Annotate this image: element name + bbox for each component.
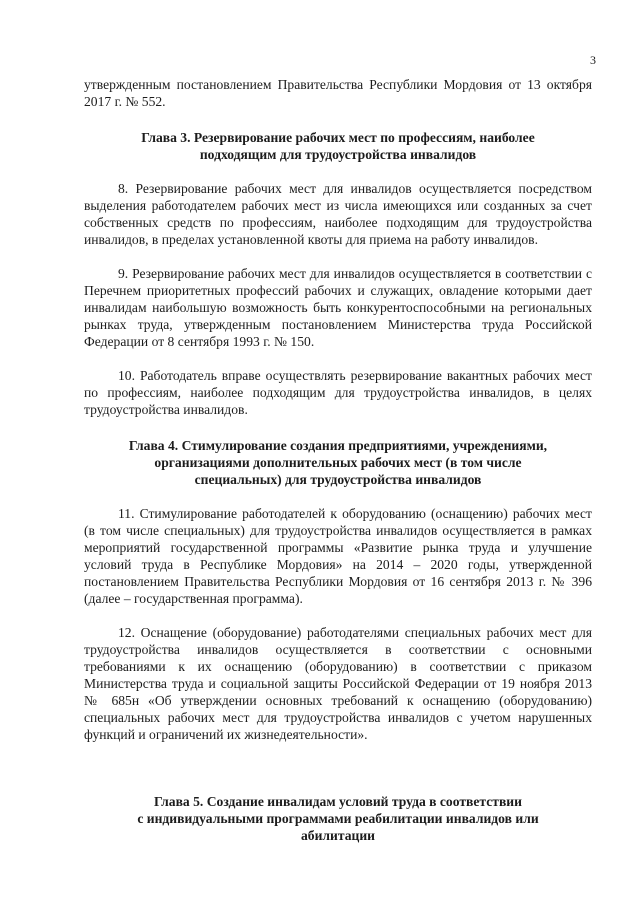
paragraph: 12. Оснащение (оборудование) работодателями специальных рабочих мест для трудоустройства инвалидов осуществляется в соответствии с основными требованиями к их оснащению (оборудованию) в соответствии с приказом Министерства труда и социальной защиты Российской Федерации от 19 ноября 2013 № 685н «Об утверждении основных требований к оснащению (оборудованию) специальных рабочих мест для трудоустройства инвалидов с учетом нарушенных функций и ограничений их жизнедеятельности».	[84, 625, 592, 742]
paragraph: 8. Резервирование рабочих мест для инвалидов осуществляется посредством выделения работодателем рабочих мест из числа имеющихся или созданных за счет собственных средств по профессиям, наиболее подходящим для трудоустройства инвалидов, в пределах установленной квоты для приема на работу инвалидов.	[84, 181, 592, 247]
chapter-5-heading	[84, 793, 592, 844]
page-number: 3	[590, 53, 596, 67]
paragraph: 11. Стимулирование работодателей к оборудованию (оснащению) рабочих мест (в том числе специальных) для трудоустройства инвалидов осуществляется в рамках мероприятий государственной программы «Развитие рынка труда и улучшение условий труда в Республике Мордовия» на 2014 – 2020 годы, утвержденной постановлением Правительства Республики Мордовия от 16 сентября 2013 г. № 396 (далее – государственная программа).	[84, 506, 592, 606]
chapter-3-paragraph-10	[84, 367, 592, 418]
heading-line: Глава 4. Стимулирование создания предприятиями, учреждениями,	[128, 438, 548, 453]
chapter-4-heading	[84, 437, 592, 488]
chapter-heading	[84, 437, 592, 488]
paragraph: 10. Работодатель вправе осуществлять резервирование вакантных рабочих мест по профессиям, наиболее подходящим для трудоустройства инвалидов, в целях трудоустройства инвалидов.	[84, 368, 592, 417]
chapter-3-paragraph-9	[84, 265, 592, 350]
chapter-4-paragraph-12	[84, 624, 592, 743]
paragraph: 9. Резервирование рабочих мест для инвалидов осуществляется в соответствии с Перечнем приоритетных профессий рабочих и служащих, овладение которыми дает инвалидам наибольшую возможность быть конкурентоспособными на региональных рынках труда, утвержденным постановлением Министерства труда Российской Федерации от 8 сентября 1993 г. № 150.	[84, 266, 592, 349]
intro-block	[84, 76, 592, 110]
chapter-heading	[84, 793, 592, 844]
chapter-4-paragraph-11	[84, 505, 592, 607]
intro-paragraph: утвержденным постановлением Правительства Республики Мордовия от 13 октября 2017 г. № 552.	[84, 77, 592, 109]
heading-line: с индивидуальными программами реабилитации инвалидов или	[137, 811, 539, 826]
chapter-3-heading	[84, 129, 592, 163]
chapter-heading	[84, 129, 592, 163]
heading-line: Глава 5. Создание инвалидам условий труда в соответствии	[154, 794, 522, 809]
chapter-3-paragraph-8	[84, 180, 592, 248]
heading-line: Глава 3. Резервирование рабочих мест по профессиям, наиболее	[141, 130, 535, 145]
heading-line: абилитации	[300, 828, 376, 843]
heading-line: организациями дополнительных рабочих мест (в том числе	[154, 455, 522, 470]
heading-line: подходящим для трудоустройства инвалидов	[199, 147, 477, 162]
heading-line: специальных) для трудоустройства инвалидов	[194, 472, 482, 487]
